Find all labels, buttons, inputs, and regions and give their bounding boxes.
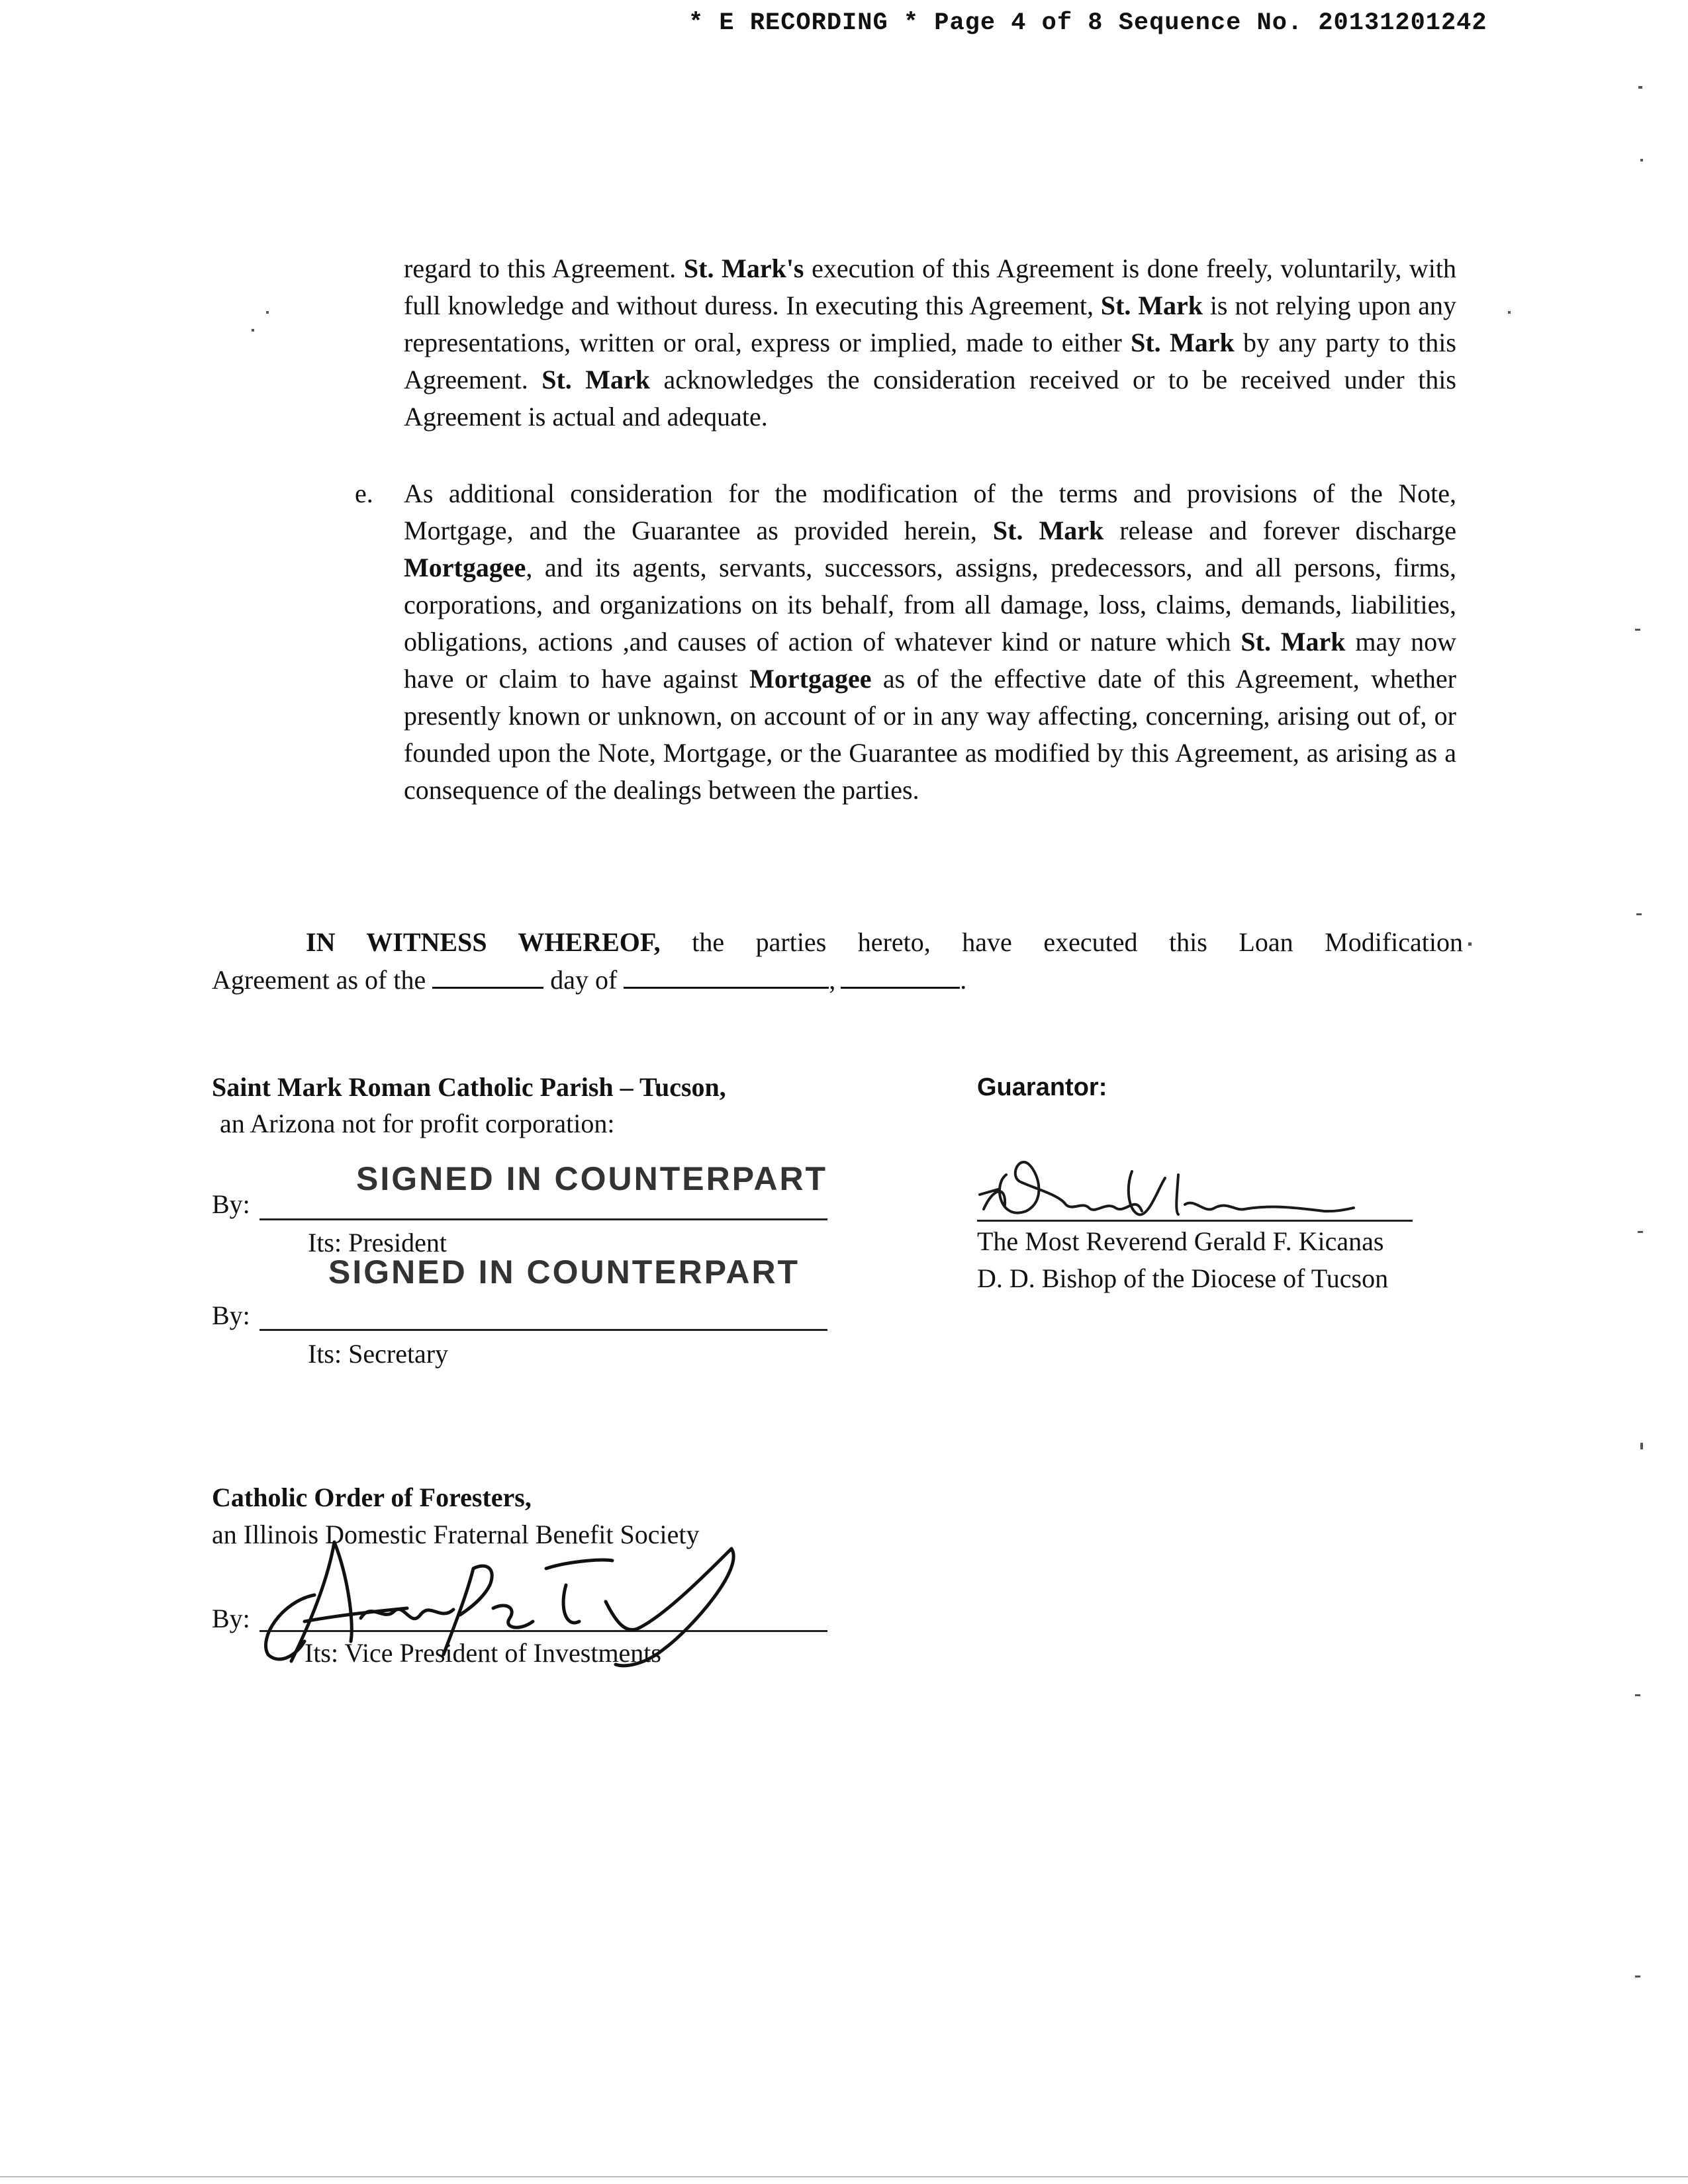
signature-line-2[interactable] xyxy=(259,1329,827,1331)
para-d-text-4: by any party to this Agreement. xyxy=(404,328,1456,394)
scan-speck xyxy=(1636,913,1642,915)
day-blank[interactable] xyxy=(432,963,543,989)
para-d-bold-1: St. Mark's xyxy=(683,253,804,283)
st-mark-name: Saint Mark Roman Catholic Parish – Tucson, xyxy=(212,1072,726,1102)
paragraph-d xyxy=(404,250,1456,435)
witness-line-2-b: day of xyxy=(543,965,624,995)
foresters-signature-image xyxy=(255,1522,771,1688)
st-mark-subtitle: an Arizona not for profit corporation: xyxy=(220,1109,615,1138)
para-e-bold-2: Mortgagee xyxy=(404,553,526,582)
para-e-text-4: may now have or claim to have against xyxy=(404,627,1456,694)
by-label-1: By: xyxy=(212,1189,250,1219)
scan-speck xyxy=(1468,942,1472,946)
para-e-bold-4: Mortgagee xyxy=(749,664,872,694)
guarantor-signature-stroke xyxy=(980,1162,1354,1215)
year-blank[interactable] xyxy=(841,963,960,989)
witness-period: . xyxy=(960,965,967,995)
witness-line-2-a: Agreement as of the xyxy=(212,965,433,995)
title-president: Its: President xyxy=(308,1228,447,1257)
para-e-bold-1: St. Mark xyxy=(992,516,1104,545)
para-d-bold-3: St. Mark xyxy=(1131,328,1235,357)
paragraph-e-marker: e. xyxy=(355,478,373,508)
guarantor-signature-line[interactable] xyxy=(977,1220,1413,1222)
scan-speck xyxy=(252,329,254,332)
by-label-3: By: xyxy=(212,1604,250,1633)
para-e-text-2: release and forever discharge xyxy=(1103,516,1457,545)
counterpart-stamp-2: SIGNED IN COUNTERPART xyxy=(328,1253,800,1291)
para-e-text-3: , and its agents, servants, successors, assigns, predecessors, and all persons, firms, corporations, and organizations on its behalf, from all damage, loss, claims, demands, liabilities, obligations, actions ,and causes of action of whatever kind or nature which xyxy=(404,553,1456,657)
witness-bold: IN WITNESS WHEREOF, xyxy=(306,927,661,957)
para-d-bold-2: St. Mark xyxy=(1100,291,1203,320)
para-d-text-2: execution of this Agreement is done freely, voluntarily, with full knowledge and without duress. In executing this Agreement, xyxy=(404,253,1457,320)
foresters-name: Catholic Order of Foresters, xyxy=(212,1482,532,1512)
scan-speck xyxy=(1635,1694,1640,1696)
foresters-title: Its: Vice President of Investments xyxy=(305,1638,661,1668)
recording-header: * E RECORDING * Page 4 of 8 Sequence No. 20131201242 xyxy=(688,9,1487,37)
witness-line-2 xyxy=(212,961,1463,999)
scan-bottom-edge xyxy=(0,2176,1688,2177)
month-blank[interactable] xyxy=(624,963,829,989)
scan-speck xyxy=(1635,629,1640,631)
signature-line-1[interactable] xyxy=(259,1218,827,1220)
scan-speck xyxy=(1508,311,1511,314)
scan-speck xyxy=(266,311,269,314)
para-d-text-1: regard to this Agreement. xyxy=(404,253,684,283)
para-e-text-5: as of the effective date of this Agreement, whether presently known or unknown, on account of or in any way affecting, concerning, arising out of, or founded upon the Note, Mortgage, or the Guarantee as modified by this Agreement, as arising as a consequence of the dealings between the parties. xyxy=(404,664,1456,805)
guarantor-name: The Most Reverend Gerald F. Kicanas xyxy=(977,1226,1384,1256)
scan-speck xyxy=(1640,1443,1643,1449)
foresters-subtitle: an Illinois Domestic Fraternal Benefit Society xyxy=(212,1520,700,1549)
scan-speck xyxy=(1635,1976,1640,1978)
scan-speck xyxy=(1640,159,1643,161)
scan-speck xyxy=(1638,86,1642,89)
witness-comma: , xyxy=(829,965,836,995)
para-d-text-5: acknowledges the consideration received or to be received under this Agreement is actual and adequate. xyxy=(404,365,1456,432)
by-label-2: By: xyxy=(212,1300,250,1330)
witness-clause xyxy=(212,923,1463,999)
para-e-bold-3: St. Mark xyxy=(1241,627,1346,657)
guarantor-title: D. D. Bishop of the Diocese of Tucson xyxy=(977,1263,1389,1293)
paragraph-e xyxy=(404,475,1456,809)
para-d-text-3: is not relying upon any representations, written or oral, express or implied, made to either xyxy=(404,291,1456,357)
para-d-bold-4: St. Mark xyxy=(541,365,651,394)
guarantor-heading: Guarantor: xyxy=(977,1073,1107,1101)
counterpart-stamp-1: SIGNED IN COUNTERPART xyxy=(356,1160,828,1197)
scan-speck xyxy=(1638,1231,1643,1233)
title-secretary: Its: Secretary xyxy=(308,1339,449,1369)
witness-line-1-rest: the parties hereto, have executed this Loan Modification xyxy=(660,927,1463,957)
witness-line-1 xyxy=(212,923,1463,961)
para-e-text-1: As additional consideration for the modification of the terms and provisions of the Note, Mortgage, and the Guarantee as provided herein, xyxy=(404,478,1456,545)
foresters-signature-stroke xyxy=(265,1542,733,1666)
